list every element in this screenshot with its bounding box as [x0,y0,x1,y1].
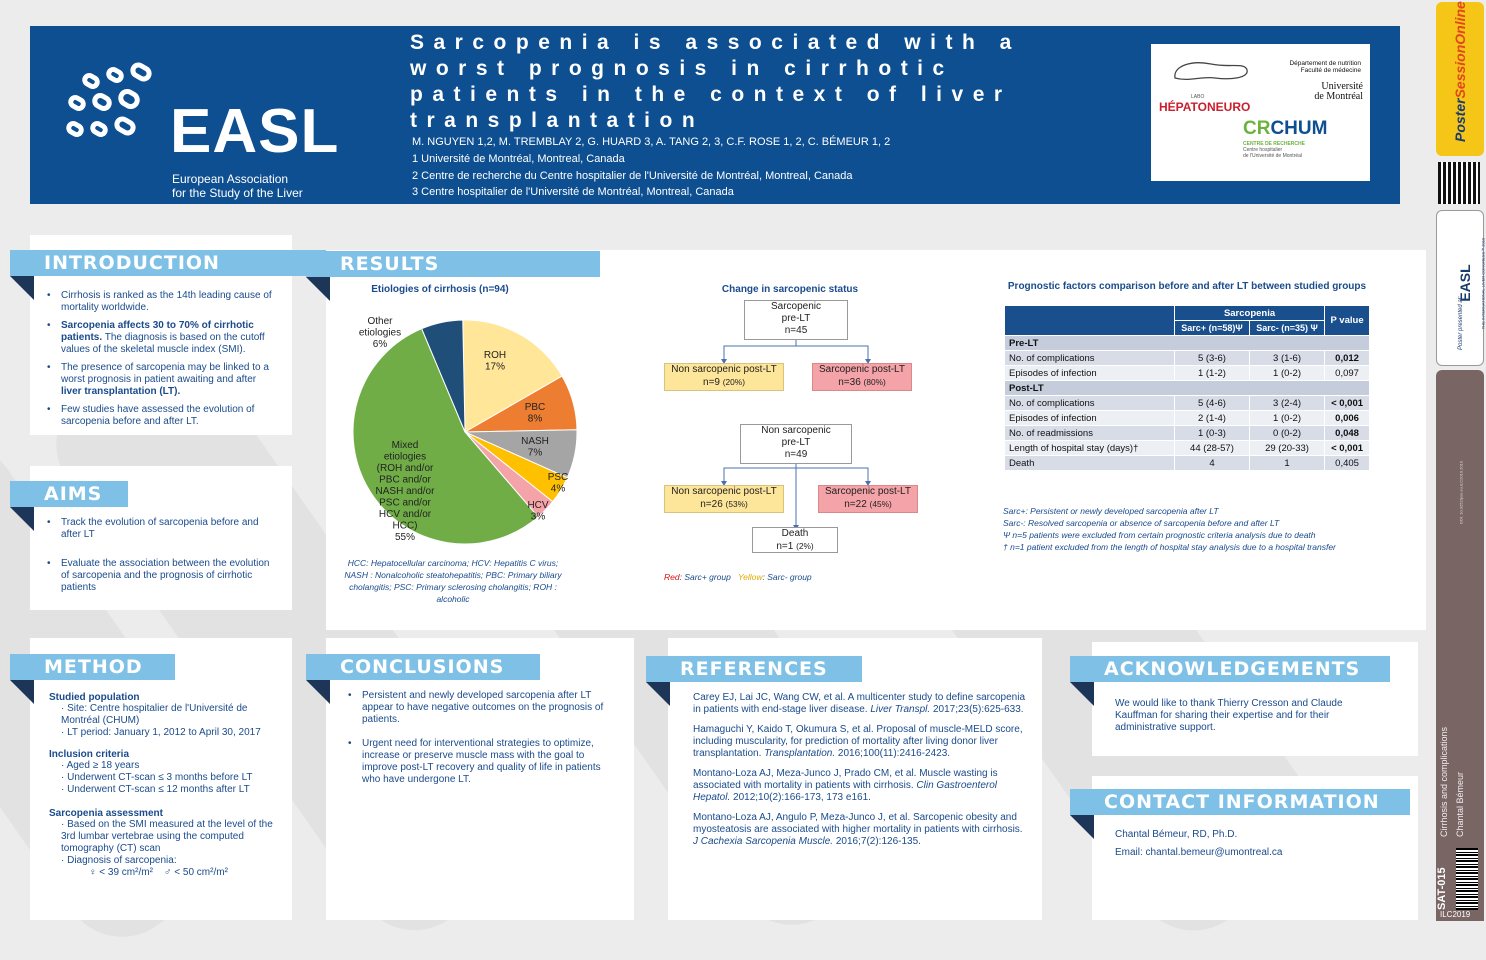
reference-item [693,768,1025,804]
banner-fold [1070,682,1094,706]
legend-red-text: : Sarc+ group [679,572,731,582]
flow-box-death [752,527,838,553]
intro-text: The presence of sarcopenia may be linked to a worst prognosis in patient awaiting and after [61,362,269,385]
pie-label-mixed: Mixed etiologies (ROH and/or PBC and/or NASH and/or PSC and/or HCV and/or HCC) 55% [375,440,435,543]
etiology-pie-chart [330,296,600,546]
table-cell: 5 (4-6) [1175,396,1250,411]
legend-red: Red [664,572,680,582]
introduction-heading: INTRODUCTION [10,250,362,276]
affiliation-3: 3 Centre hospitalier de l'Université de Montréal, Montreal, Canada [412,186,734,198]
method-text: Based on the SMI measured at the level of the 3rd lumbar vertebrae using the computed tomography (CT) scan [61,819,273,854]
udem-line: Département de nutrition [1289,60,1361,67]
method-heading: METHOD [10,654,175,680]
table-cell: 1 (0-3) [1175,426,1250,441]
udem-line: Université [1321,81,1363,92]
contact-name: Chantal Bémeur, RD, Ph.D. [1115,829,1238,840]
liver-outline-icon [1171,58,1251,84]
table-cell: < 0,001 [1325,396,1370,411]
table-cell: 0,097 [1325,366,1370,381]
table-cell: 0,048 [1325,426,1370,441]
flow-box-sarcopenic-post-2 [818,485,918,513]
congress-badge [1436,210,1484,366]
partner-logos [1151,44,1370,181]
method-line: · Underwent CT-scan ≤ 3 months before LT [61,772,253,783]
reference-item [693,724,1025,760]
aims-item: • Track the evolution of sarcopenia before and after LT [47,517,277,541]
udem-nutrition [1261,60,1361,74]
method-text: Underwent CT-scan ≤ 12 months after LT [67,784,250,795]
topic-text: Cirrhosis and complications [1439,726,1449,837]
intro-item [47,362,277,398]
table-row [1005,396,1370,411]
table-row [1005,441,1370,456]
flow-pct: (2%) [796,541,814,551]
flow-box-non-sarcopenic-pre-lt: Non sarcopenic pre-LT n=49 [740,424,852,464]
udem-logo [1281,82,1363,102]
flow-pct: (80%) [863,377,886,387]
table-row [1005,366,1370,381]
hex-icon [111,114,138,139]
legend-yellow: Yellow [737,572,763,582]
flow-label: Death [781,528,809,539]
flow-pct: (45%) [869,499,892,509]
table-note: † n=1 patient excluded from the length of hospital stay analysis due to a hospital transfer [1003,542,1336,552]
ref-journal: Clin Gastroenterol Hepatol. [693,780,998,803]
reference-item [693,812,1025,848]
table-cell: 5 (3-6) [1175,351,1250,366]
hex-icon [66,92,89,113]
crchum-subtitle [1243,141,1305,159]
table-cell: Episodes of infection [1005,366,1175,381]
table-note: Sarc-: Resolved sarcopenia or absence of sarcopenia before and after LT [1003,518,1280,528]
aims-item: • Evaluate the association between the evolution of sarcopenia and the prognosis of cirrhotic patients [47,558,277,594]
aims-heading: AIMS [10,481,128,507]
session-info-strip [1436,370,1484,921]
crchum-logo [1243,118,1327,140]
ref-text: Montano-Loza AJ, Meza-Junco J, Prado CM, et al. Muscle wasting is associated with mortality in patients with cirrhosis. [693,768,998,791]
table-row [1005,411,1370,426]
flow-box-non-sarcopenic-post [664,363,784,391]
method-subheading: Studied population [49,692,140,703]
conclusions-list [348,690,612,786]
table-cell: 29 (20-33) [1249,441,1324,456]
ref-text: Carey EJ, Lai JC, Wang CW, et al. A multicenter study to define sarcopenia in patients with end-stage liver disease. [693,692,1026,715]
flow-chart-title: Change in sarcopenic status [721,284,859,295]
flow-label: Non sarcopenic post-LT [671,364,777,375]
hex-icon [88,118,111,139]
ref-text: 2017;23(5):625-633. [930,704,1024,715]
poster-header [30,26,1400,204]
hex-icon [89,90,114,114]
hex-icon [127,60,154,85]
poster-session-sidebar [1436,0,1484,921]
posteronline-brand [1452,2,1468,142]
affiliation-1: 1 Université de Montréal, Montreal, Canada [412,153,625,165]
hex-icon [104,64,127,85]
pie-label-other: Other etiologies 6% [358,316,402,350]
table-cell: 0,006 [1325,411,1370,426]
poster-code: SAT-015 [1436,867,1448,910]
table-cell: 44 (28-57) [1175,441,1250,456]
poster-code-footer: ILC2019 [1440,910,1471,919]
flow-label: Non sarcopenic post-LT [671,486,777,497]
affiliation-2: 2 Centre de recherche du Centre hospitalier de l'Université de Montréal, Montreal, Canada [412,170,853,182]
udem-line: de Montréal [1314,91,1363,102]
table-cell: No. of readmissions [1005,426,1175,441]
method-text: Underwent CT-scan ≤ 3 months before LT [67,772,253,783]
brand-part: SessionOnline [1452,1,1468,99]
intro-emphasis: liver transplantation (LT). [61,386,181,397]
references-heading: REFERENCES [646,656,862,682]
table-header-sarc-plus: Sarc+ (n=58)Ψ [1175,321,1250,336]
method-line: · Diagnosis of sarcopenia: [61,855,177,866]
introduction-list [47,290,277,428]
method-text: LT period: January 1, 2012 to April 30, 2017 [67,727,261,738]
udem-line: Faculté de médecine [1300,67,1361,74]
flow-count: n=36 [838,377,861,388]
contact-heading: CONTACT INFORMATION [1070,789,1410,815]
table-cell: No. of complications [1005,396,1175,411]
pie-footnote: HCC: Hepatocellular carcinoma; HCV: Hepatitis C virus; NASH : Nonalcoholic steatohepatitis; PBC: Primary biliary cholangitis; PSC: Primary sclerosing cholangitis; ROH : alcoholic [344,558,562,604]
flow-box-sarcopenic-post [812,363,912,391]
method-line: · Based on the SMI measured at the level of the 3rd lumbar vertebrae using the computed tomography (CT) scan [61,819,273,854]
table-cell: No. of complications [1005,351,1175,366]
flow-box-non-sarcopenic-post-2 [664,485,784,513]
congress-name: THE INTERNATIONAL LIVER CONGRESS™ 2019 [1480,237,1486,330]
conclusion-item: • Persistent and newly developed sarcopenia after LT appear to have negative outcomes on the prognosis of patients. [348,690,612,726]
ref-text: 2012;10(2):166-173, 173 e161. [730,792,871,803]
crchum-line: Centre hospitalier [1243,147,1283,153]
table-title: Prognostic factors comparison before and after LT between studied groups [1007,281,1367,292]
flow-count: n=26 [700,499,723,510]
flow-pct: (53%) [725,499,748,509]
method-text: Diagnosis of sarcopenia: [67,855,177,866]
posteronline-badge[interactable] [1436,2,1484,156]
ref-journal: Liver Transpl. [870,704,931,715]
method-line: · Underwent CT-scan ≤ 12 months after LT [61,784,250,795]
intro-item: • Few studies have assessed the evolution of sarcopenia before and after LT. [47,404,277,428]
table-section-post: Post-LT [1005,381,1370,396]
method-subheading: Sarcopenia assessment [49,808,163,819]
reference-item [693,692,1025,716]
ref-text: 2016;100(11):2416-2423. [835,748,951,759]
prognostic-factors-table [1004,305,1370,471]
flow-legend [664,571,812,583]
flow-pct: (20%) [722,377,745,387]
poster-title: Sarcopenia is associated with a worst prognosis in cirrhotic patients in the context of liver transplantation [410,31,1021,132]
table-header-blank [1005,306,1175,336]
crchum-line: de l'Université de Montréal [1243,153,1303,159]
hex-icon [80,70,103,91]
barcode-icon [1456,848,1478,910]
table-cell: 1 (0-2) [1249,366,1324,381]
flow-count: n=22 [844,499,867,510]
pie-label-nash: NASH 7% [521,436,549,459]
flow-count: n=9 [703,377,720,388]
table-cell: 1 [1249,456,1324,471]
table-cell: 1 (1-2) [1175,366,1250,381]
flow-box-sarcopenic-pre-lt: Sarcopenic pre-LT n=45 [744,300,848,340]
table-note: Ψ n=5 patients were excluded from certain prognostic criteria analysis due to death [1003,530,1316,540]
acknowledgements-text: We would like to thank Thierry Cresson and Claude Kauffman for sharing their expertise and for their administrative support. [1115,698,1343,733]
contact-email: Email: chantal.bemeur@umontreal.ca [1115,847,1283,858]
table-cell: 4 [1175,456,1250,471]
crchum-chum: CHUM [1270,118,1328,139]
method-line: · Site: Centre hospitalier de l'Université de Montréal (CHUM) [61,703,248,726]
banner-fold [1070,815,1094,839]
results-heading: RESULTS [306,251,600,277]
pie-label-psc: PSC 4% [547,472,569,495]
method-line: · LT period: January 1, 2012 to April 30, 2017 [61,727,261,738]
hepatoneuro-logo: HÉPATONEURO [1159,100,1251,114]
intro-item [47,320,277,356]
crchum-cr: CR [1243,118,1271,139]
hex-icon [64,118,87,139]
intro-item: • Cirrhosis is ranked as the 14th leading cause of mortality worldwide. [47,290,277,314]
table-header-sarc-minus: Sarc- (n=35) Ψ [1249,321,1324,336]
acknowledgements-heading: ACKNOWLEDGEMENTS [1070,656,1390,682]
ref-journal: Transplantation. [764,748,836,759]
pie-label-hcv: HCV 3% [527,500,549,523]
method-text: Aged ≥ 18 years [66,760,140,771]
conclusions-heading: CONCLUSIONS [306,654,540,680]
ref-journal: J Cachexia Sarcopenia Muscle. [693,836,834,847]
ref-text: Hamaguchi Y, Kaido T, Okumura S, et al. Proposal of muscle-MELD score, including muscularity, for prediction of mortality after living donor liver transplantation. [693,724,1023,759]
flow-label: Sarcopenic post-LT [819,364,905,375]
table-section-pre: Pre-LT [1005,336,1370,351]
legend-yellow-text: : Sarc- group [762,572,812,582]
easl-sidebar-logo: EASL [1457,264,1473,302]
banner-fold [646,682,670,706]
table-cell: 0,012 [1325,351,1370,366]
qr-code[interactable] [1438,162,1480,204]
method-line: · Aged ≥ 18 years [61,760,140,771]
method-subheading: Inclusion criteria [49,749,130,760]
brand-part: Poster [1452,98,1468,142]
banner-fold [10,507,34,531]
method-text: Site: Centre hospitalier de l'Université de Montréal (CHUM) [61,703,248,726]
intro-text: The diagnosis is based on the cutoff values of the skeletal muscle index (SMI). [61,332,265,355]
banner-fold [306,277,330,301]
intro-emphasis: Sarcopenia affects 30 to 70% of cirrhotic patients. [61,320,254,343]
table-cell: 2 (1-4) [1175,411,1250,426]
pie-label-pbc: PBC 8% [524,402,546,425]
table-cell: Death [1005,456,1175,471]
table-cell: < 0,001 [1325,441,1370,456]
table-header-pvalue: P value [1325,306,1370,336]
pie-chart-title: Etiologies of cirrhosis (n=94) [371,284,509,295]
table-note: Sarc+: Persistent or newly developed sarcopenia after LT [1003,506,1219,516]
flow-label: Sarcopenic post-LT [825,486,911,497]
sarcopenia-cutoffs: ♀ < 39 cm²/m² ♂ < 50 cm²/m² [89,867,228,878]
banner-fold [10,680,34,704]
easl-wordmark: EASL [170,97,340,166]
presented-at: Poster presented at: [1458,295,1464,350]
table-notes [1003,505,1363,553]
table-cell: Length of hospital stay (days)† [1005,441,1175,456]
hex-icon [115,86,143,113]
table-cell: 3 (2-4) [1249,396,1324,411]
aims-list [47,517,277,594]
flow-count: n=1 [776,541,794,552]
authors: M. NGUYEN 1,2, M. TREMBLAY 2, G. HUARD 3, A. TANG 2, 3, C.F. ROSE 1, 2, C. BÉMEUR 1, 2 [412,136,891,148]
easl-logo [60,56,340,200]
table-cell: 3 (1-6) [1249,351,1324,366]
table-cell: Episodes of infection [1005,411,1175,426]
table-cell: 0,405 [1325,456,1370,471]
labo-label: LABO [1191,94,1205,100]
crchum-line: CENTRE DE RECHERCHE [1243,141,1305,147]
banner-fold [306,680,330,704]
table-row [1005,351,1370,366]
table-cell: 1 (0-2) [1249,411,1324,426]
pie-label-roh: ROH 17% [483,350,507,373]
ref-text: 2016;7(2):126-135. [833,836,921,847]
table-row [1005,456,1370,471]
author-text: Chantal Bémeur [1455,771,1465,837]
table-row [1005,426,1370,441]
table-header-sarcopenia: Sarcopenia [1175,306,1325,321]
ref-text: Montano-Loza AJ, Angulo P, Meza-Junco J, et al. Sarcopenic obesity and myosteatosis are associated with higher mortality in patients with cirrhosis. [693,812,1023,835]
references-list [693,692,1025,848]
table-cell: 0 (0-2) [1249,426,1324,441]
banner-fold [10,276,34,300]
easl-subtitle: European Association for the Study of the Liver [172,172,303,200]
doi-text: DOI: 10.3252/pso.eu.ILC2019.2019 [1458,460,1464,525]
method-content [49,692,279,879]
conclusion-item: • Urgent need for interventional strategies to optimize, increase or preserve muscle mass with the goal to improve post-LT recovery and quality of life in patients who have undergone LT. [348,738,612,786]
